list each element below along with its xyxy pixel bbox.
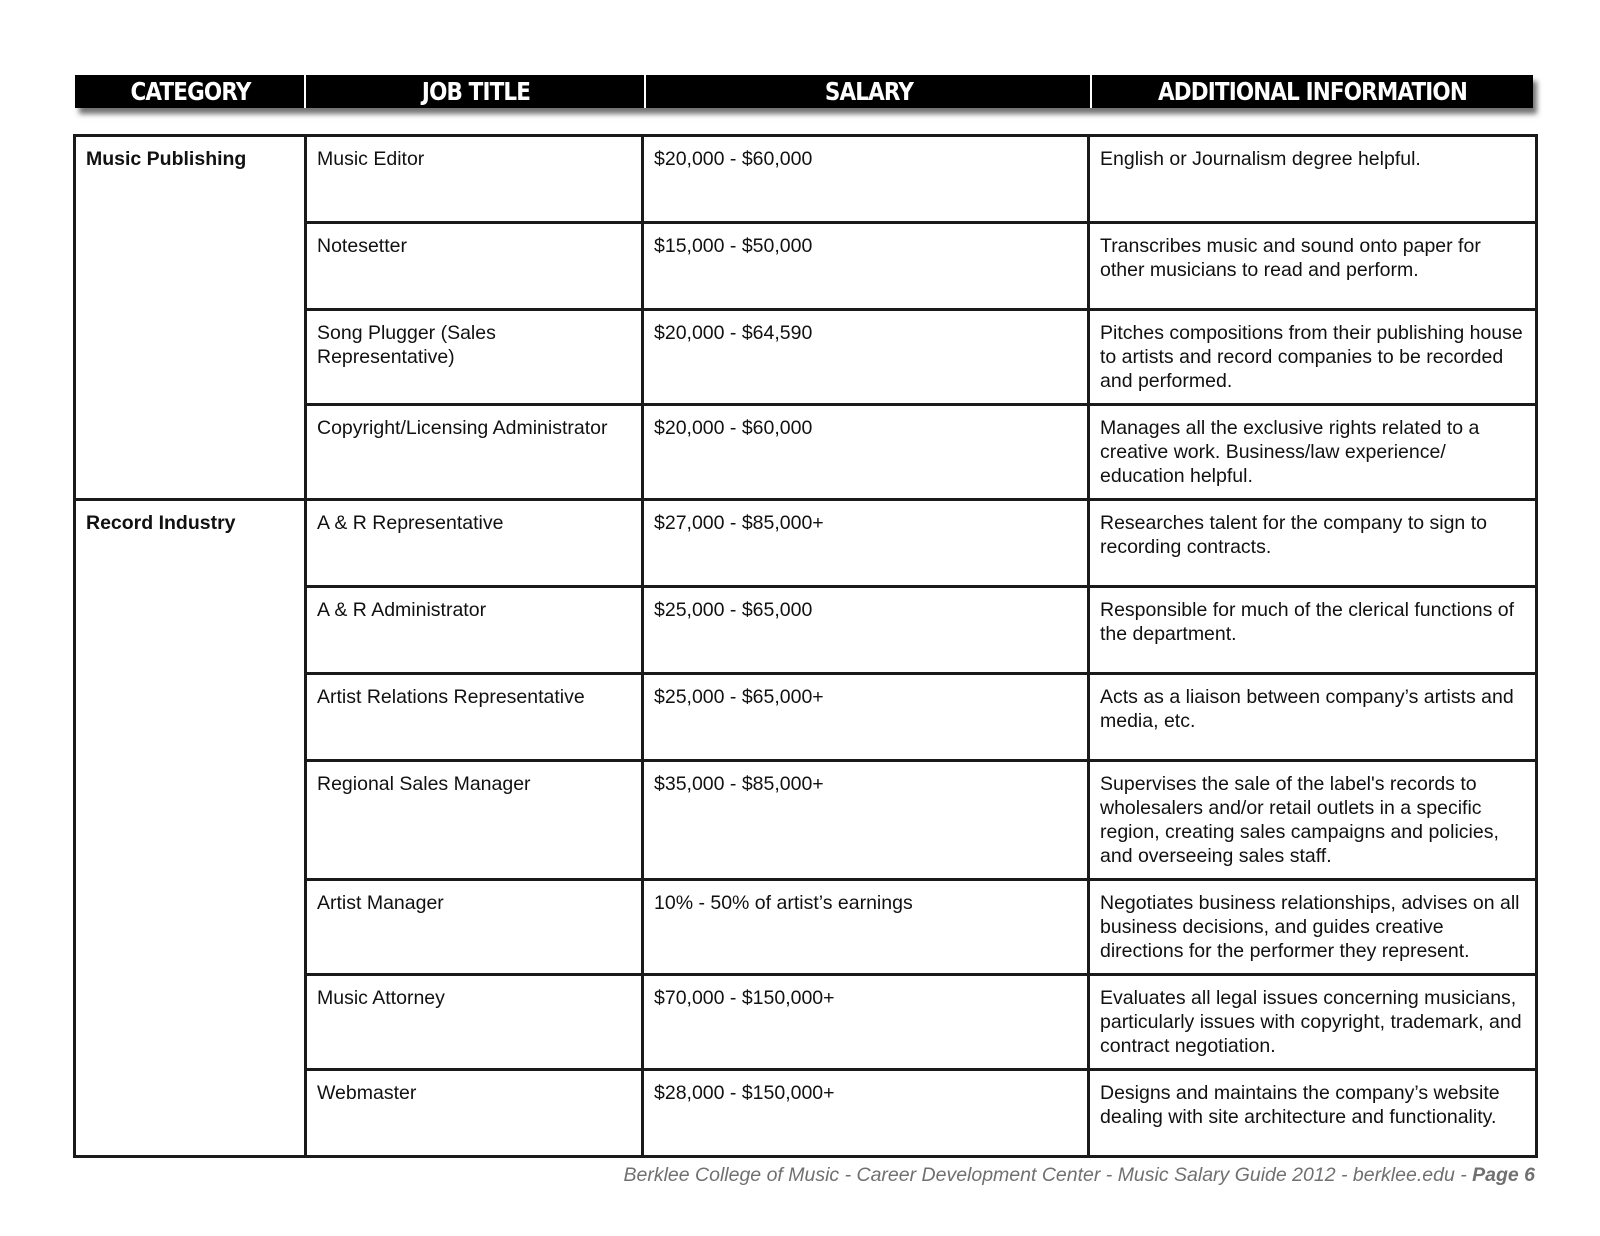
info-cell: Transcribes music and sound onto paper for other musicians to read and perform.: [1089, 223, 1537, 310]
page-number: Page 6: [1472, 1164, 1535, 1186]
header-salary: SALARY: [824, 77, 914, 106]
salary-cell: $20,000 - $64,590: [643, 310, 1089, 405]
info-cell: Pitches compositions from their publishing house to artists and record companies to be recorded and performed.: [1089, 310, 1537, 405]
salary-cell: $27,000 - $85,000+: [643, 500, 1089, 587]
salary-cell: $20,000 - $60,000: [643, 136, 1089, 223]
job-title-cell: A & R Administrator: [306, 587, 643, 674]
info-cell: Responsible for much of the clerical functions of the department.: [1089, 587, 1537, 674]
info-cell: Negotiates business relationships, advises on all business decisions, and guides creative directions for the performer they represent.: [1089, 880, 1537, 975]
header-divider: [1090, 75, 1092, 108]
footer-text: Berklee College of Music - Career Development Center - Music Salary Guide 2012 - berklee.edu -: [623, 1164, 1473, 1186]
job-title-cell: Webmaster: [306, 1070, 643, 1157]
salary-table-container: [73, 134, 1535, 1158]
category-cell: Record Industry: [75, 500, 306, 1157]
salary-cell: $35,000 - $85,000+: [643, 761, 1089, 880]
salary-table: [73, 134, 1538, 1158]
header-divider: [644, 75, 646, 108]
info-cell: Supervises the sale of the label's records to wholesalers and/or retail outlets in a specific region, creating sales campaigns and policies, and overseeing sales staff.: [1089, 761, 1537, 880]
category-cell: Music Publishing: [75, 136, 306, 500]
salary-cell: $25,000 - $65,000+: [643, 674, 1089, 761]
info-cell: Designs and maintains the company’s website dealing with site architecture and functionality.: [1089, 1070, 1537, 1157]
info-cell: Acts as a liaison between company’s artists and media, etc.: [1089, 674, 1537, 761]
table-header-bar: [75, 75, 1533, 108]
table-row: [75, 136, 1537, 223]
header-additional-information: ADDITIONAL INFORMATION: [1157, 77, 1467, 106]
job-title-cell: Artist Relations Representative: [306, 674, 643, 761]
job-title-cell: Regional Sales Manager: [306, 761, 643, 880]
salary-cell: $25,000 - $65,000: [643, 587, 1089, 674]
info-cell: Researches talent for the company to sign to recording contracts.: [1089, 500, 1537, 587]
job-title-cell: Music Attorney: [306, 975, 643, 1070]
job-title-cell: Music Editor: [306, 136, 643, 223]
salary-cell: 10% - 50% of artist’s earnings: [643, 880, 1089, 975]
salary-cell: $20,000 - $60,000: [643, 405, 1089, 500]
job-title-cell: Song Plugger (Sales Representative): [306, 310, 643, 405]
header-category: CATEGORY: [130, 77, 251, 106]
job-title-cell: Artist Manager: [306, 880, 643, 975]
table-open-edge: [73, 1165, 76, 1175]
job-title-cell: A & R Representative: [306, 500, 643, 587]
header-job-title: JOB TITLE: [421, 77, 531, 106]
info-cell: Evaluates all legal issues concerning musicians, particularly issues with copyright, trademark, and contract negotiation.: [1089, 975, 1537, 1070]
header-divider: [304, 75, 306, 108]
page-footer: [623, 1164, 1535, 1187]
info-cell: Manages all the exclusive rights related to a creative work. Business/law experience/ education helpful.: [1089, 405, 1537, 500]
salary-cell: $28,000 - $150,000+: [643, 1070, 1089, 1157]
job-title-cell: Copyright/Licensing Administrator: [306, 405, 643, 500]
salary-cell: $70,000 - $150,000+: [643, 975, 1089, 1070]
job-title-cell: Notesetter: [306, 223, 643, 310]
table-row: [75, 500, 1537, 587]
info-cell: English or Journalism degree helpful.: [1089, 136, 1537, 223]
salary-cell: $15,000 - $50,000: [643, 223, 1089, 310]
